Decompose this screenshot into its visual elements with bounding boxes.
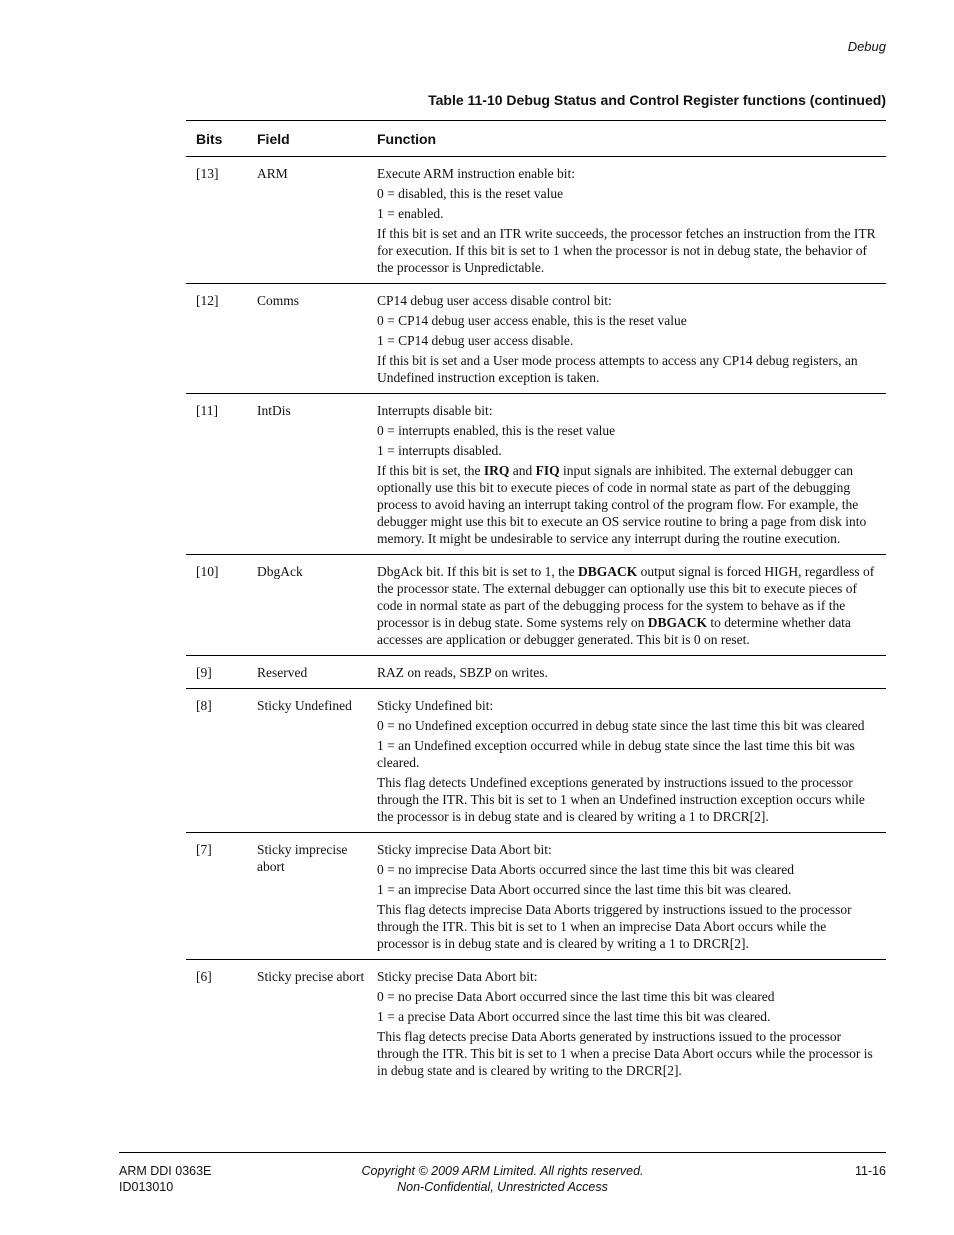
cell-function [377, 661, 886, 681]
table-row [186, 394, 886, 555]
column-header-function: Function [377, 130, 437, 147]
function-paragraph: Sticky precise Data Abort bit: [377, 969, 538, 984]
function-paragraph: 1 = an imprecise Data Abort occurred since the last time this bit was cleared. [377, 882, 792, 897]
function-paragraph: Sticky Undefined bit: [377, 698, 494, 713]
cell-bits: [9] [196, 665, 212, 680]
function-paragraph: 1 = enabled. [377, 206, 444, 221]
cell-bits: [7] [196, 842, 212, 857]
register-table [186, 120, 886, 1086]
cell-function [377, 289, 886, 386]
cell-bits: [11] [196, 403, 218, 418]
function-paragraph: 1 = interrupts disabled. [377, 443, 502, 458]
cell-bits: [12] [196, 293, 219, 308]
table-row [186, 157, 886, 284]
column-header-field: Field [257, 130, 290, 147]
doc-id: ID013010 [119, 1180, 174, 1194]
confidentiality-notice: Non-Confidential, Unrestricted Access [397, 1180, 608, 1194]
page-number: 11-16 [854, 1164, 886, 1178]
function-paragraph: CP14 debug user access disable control bit: [377, 293, 612, 308]
function-paragraph: 1 = a precise Data Abort occurred since the last time this bit was cleared. [377, 1009, 771, 1024]
table-row [186, 689, 886, 833]
function-paragraph: Execute ARM instruction enable bit: [377, 166, 575, 181]
cell-field: Sticky imprecise abort [257, 842, 348, 874]
function-paragraph: 0 = no Undefined exception occurred in debug state since the last time this bit was cleared [377, 718, 865, 733]
cell-function [377, 399, 886, 547]
function-paragraph: 0 = no imprecise Data Aborts occurred since the last time this bit was cleared [377, 862, 794, 877]
function-paragraph: This flag detects imprecise Data Aborts triggered by instructions issued to the processor through the ITR. This bit is set to 1 when an imprecise Data Abort occurs while the processor is in debug state and is cleared by writing a 1 to DRCR[2]. [377, 902, 852, 951]
function-paragraph: Interrupts disable bit: [377, 403, 493, 418]
cell-bits: [13] [196, 166, 219, 181]
function-paragraph: 0 = disabled, this is the reset value [377, 186, 564, 201]
table-header-row [186, 121, 886, 157]
running-head: Debug [847, 39, 886, 54]
function-paragraph: RAZ on reads, SBZP on writes. [377, 665, 548, 680]
cell-function [377, 965, 886, 1079]
function-paragraph: 1 = CP14 debug user access disable. [377, 333, 574, 348]
doc-number: ARM DDI 0363E [119, 1164, 212, 1178]
cell-bits: [6] [196, 969, 212, 984]
column-header-bits: Bits [196, 130, 223, 147]
table-row [186, 656, 886, 689]
cell-field: Reserved [257, 665, 308, 680]
cell-function [377, 560, 886, 648]
function-paragraph: Sticky imprecise Data Abort bit: [377, 842, 552, 857]
function-paragraph: 1 = an Undefined exception occurred while in debug state since the last time this bit was cleared. [377, 738, 855, 770]
cell-field: Sticky Undefined [257, 698, 352, 713]
function-paragraph: 0 = CP14 debug user access enable, this is the reset value [377, 313, 687, 328]
table-row [186, 284, 886, 394]
footer-center [119, 1163, 886, 1195]
table-row [186, 555, 886, 656]
cell-bits: [8] [196, 698, 212, 713]
function-paragraph: If this bit is set and a User mode process attempts to access any CP14 debug registers, an Undefined instruction exception is taken. [377, 353, 858, 385]
table-row [186, 960, 886, 1086]
function-paragraph: 0 = no precise Data Abort occurred since the last time this bit was cleared [377, 989, 775, 1004]
cell-field: Comms [257, 293, 300, 308]
footer-rule [119, 1152, 886, 1153]
cell-field: DbgAck [257, 564, 303, 579]
cell-field: IntDis [257, 403, 291, 418]
function-paragraph: 0 = interrupts enabled, this is the reset value [377, 423, 616, 438]
cell-field: Sticky precise abort [257, 969, 365, 984]
cell-function [377, 694, 886, 825]
cell-function [377, 162, 886, 276]
function-paragraph: DbgAck bit. If this bit is set to 1, the DBGACK output signal is forced HIGH, regardless of the processor state. The external debugger can optionally use this bit to execute pieces of code in normal state as part of the debugging process for the system to behave as if the processor is in debug state. Some systems rely on DBGACK to determine whether data accesses are application or debugger generated. This bit is 0 on reset. [377, 564, 875, 647]
cell-field: ARM [257, 166, 288, 181]
copyright-notice: Copyright © 2009 ARM Limited. All rights reserved. [361, 1164, 644, 1178]
table-row [186, 833, 886, 960]
function-paragraph: If this bit is set, the IRQ and FIQ input signals are inhibited. The external debugger can optionally use this bit to execute pieces of code in normal state as part of the debugging process to avoid having an interrupt taking control of the program flow. For example, the debugger might use this bit to execute an OS service routine to bring a page from disk into memory. It might be undesirable to service any interrupt during the routine execution. [377, 463, 867, 546]
table-body [186, 157, 886, 1086]
cell-bits: [10] [196, 564, 219, 579]
function-paragraph: This flag detects Undefined exceptions generated by instructions issued to the processor through the ITR. This bit is set to 1 when an Undefined instruction exception occurs while the processor is in debug state and is cleared by writing a 1 to DRCR[2]. [377, 775, 865, 824]
table-caption: Table 11-10 Debug Status and Control Register functions (continued) [428, 92, 886, 108]
function-paragraph: This flag detects precise Data Aborts generated by instructions issued to the processor through the ITR. This bit is set to 1 when a precise Data Abort occurs while the processor is in debug state and is cleared by writing to the DRCR[2]. [377, 1029, 873, 1078]
cell-function [377, 838, 886, 952]
function-paragraph: If this bit is set and an ITR write succeeds, the processor fetches an instruction from the ITR for execution. If this bit is set to 1 when the processor is not in debug state, the behavior of the processor is Unpredictable. [377, 226, 876, 275]
